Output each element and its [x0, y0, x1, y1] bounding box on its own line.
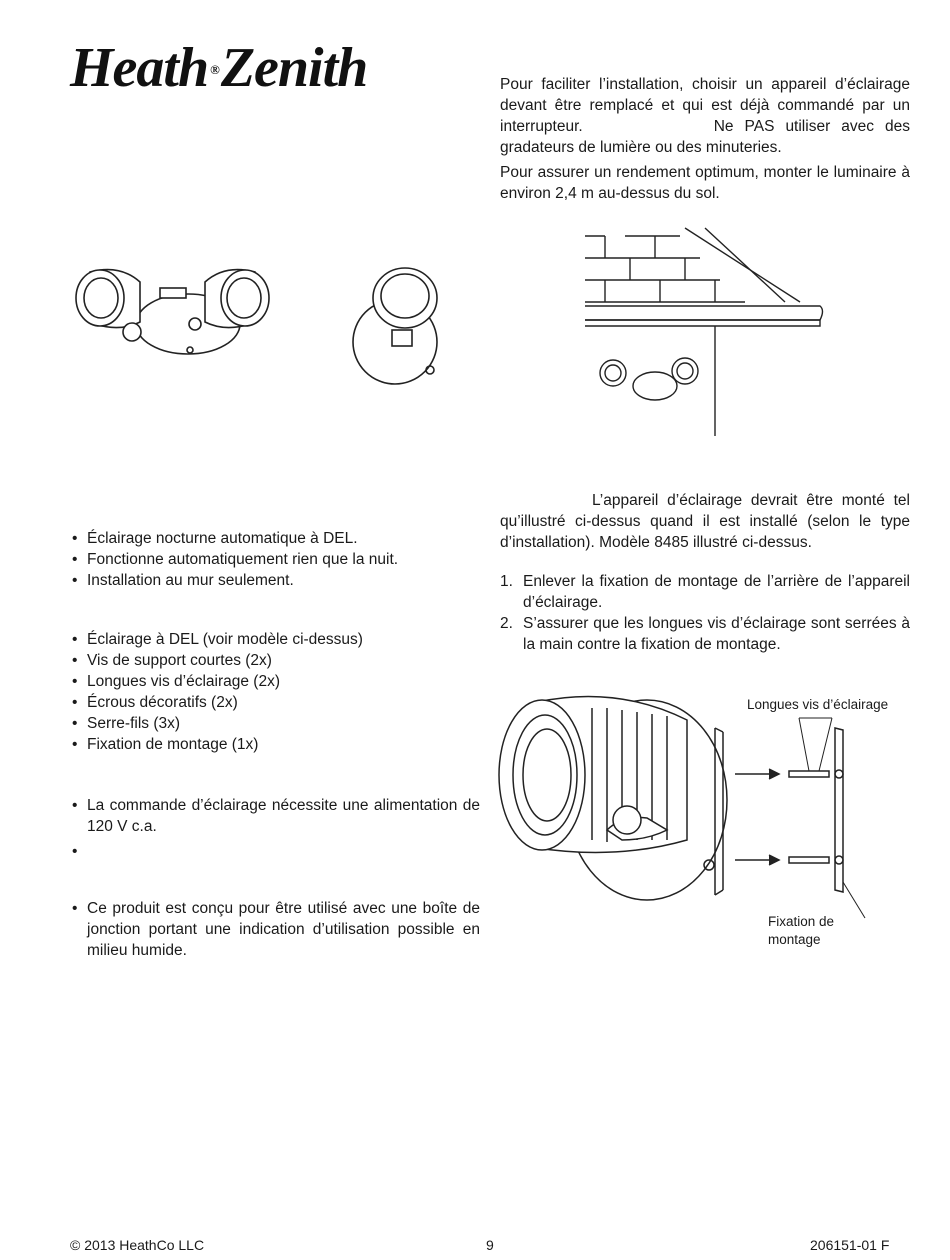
intro-p1-b: Ne PAS utiliser avec des gradateurs de lumière ou des minuteries.: [500, 118, 910, 156]
requirements-list: [70, 795, 480, 862]
intro-text: [500, 74, 910, 208]
features-list: [70, 528, 480, 591]
list-item: • Éclairage nocturne automatique à DEL.: [70, 528, 480, 549]
step-number: 2.: [500, 615, 513, 632]
intro-paragraph-2: Pour assurer un rendement optimum, monter le luminaire à environ 2,4 m au-dessus du sol.: [500, 164, 910, 202]
twin-head-fixture-illustration: [70, 262, 280, 362]
bracket-label-line1: Fixation de: [768, 914, 835, 929]
page-number: 9: [486, 1237, 494, 1253]
list-item: • Fonctionne automatiquement rien que la nuit.: [70, 549, 480, 570]
step-text: S’assurer que les longues vis d’éclairage sont serrées à la main contre la fixation de montage.: [523, 615, 910, 653]
step-item: [500, 613, 910, 655]
list-item: • Ce produit est conçu pour être utilisé avec une boîte de jonction portant une indication d’utilisation possible en milieu humide.: [70, 898, 480, 961]
mounting-bracket-exploded-diagram: [497, 690, 877, 920]
junction-box-note: [70, 898, 480, 961]
list-item: • Éclairage à DEL (voir modèle ci-dessus): [70, 629, 480, 650]
list-item: • Longues vis d’éclairage (2x): [70, 671, 480, 692]
brand-logo: [70, 38, 367, 98]
list-item: • Vis de support courtes (2x): [70, 650, 480, 671]
step-item: [500, 571, 910, 613]
contents-list: [70, 629, 480, 755]
house-mounting-illustration: [585, 228, 830, 438]
list-item: • La commande d’éclairage nécessite une alimentation de 120 V c.a.: [70, 795, 480, 837]
step-number: 1.: [500, 573, 513, 590]
single-head-fixture-illustration: [350, 262, 450, 392]
list-item: • Fixation de montage (1x): [70, 734, 480, 755]
list-item: • Écrous décoratifs (2x): [70, 692, 480, 713]
long-screws-label: Longues vis d’éclairage: [747, 697, 889, 712]
list-item: • Installation au mur seulement.: [70, 570, 480, 591]
list-item: [70, 841, 480, 862]
installation-steps: [500, 571, 910, 655]
intro-p1-a: Pour faciliter l’installation, choisir un appareil d’éclairage devant être remplacé et qui est déjà commandé par un interrupteur.: [500, 76, 910, 135]
brand-name-part1: Heath: [70, 37, 209, 99]
mounting-note: L’appareil d’éclairage devrait être monté tel qu’illustré ci-dessus quand il est installé (selon le type d’installation). Modèle 8485 illustré ci-dessus.: [500, 492, 910, 551]
list-item: • Serre-fils (3x): [70, 713, 480, 734]
intro-paragraph-1: [500, 74, 910, 158]
brand-name-part2: Zenith: [220, 37, 368, 99]
copyright: © 2013 HeathCo LLC: [70, 1237, 205, 1253]
bracket-label-line2: montage: [768, 932, 821, 947]
step-text: Enlever la fixation de montage de l’arrière de l’appareil d’éclairage.: [523, 573, 910, 611]
document-code: 206151-01 F: [810, 1237, 890, 1253]
registered-mark: ®: [210, 62, 219, 77]
